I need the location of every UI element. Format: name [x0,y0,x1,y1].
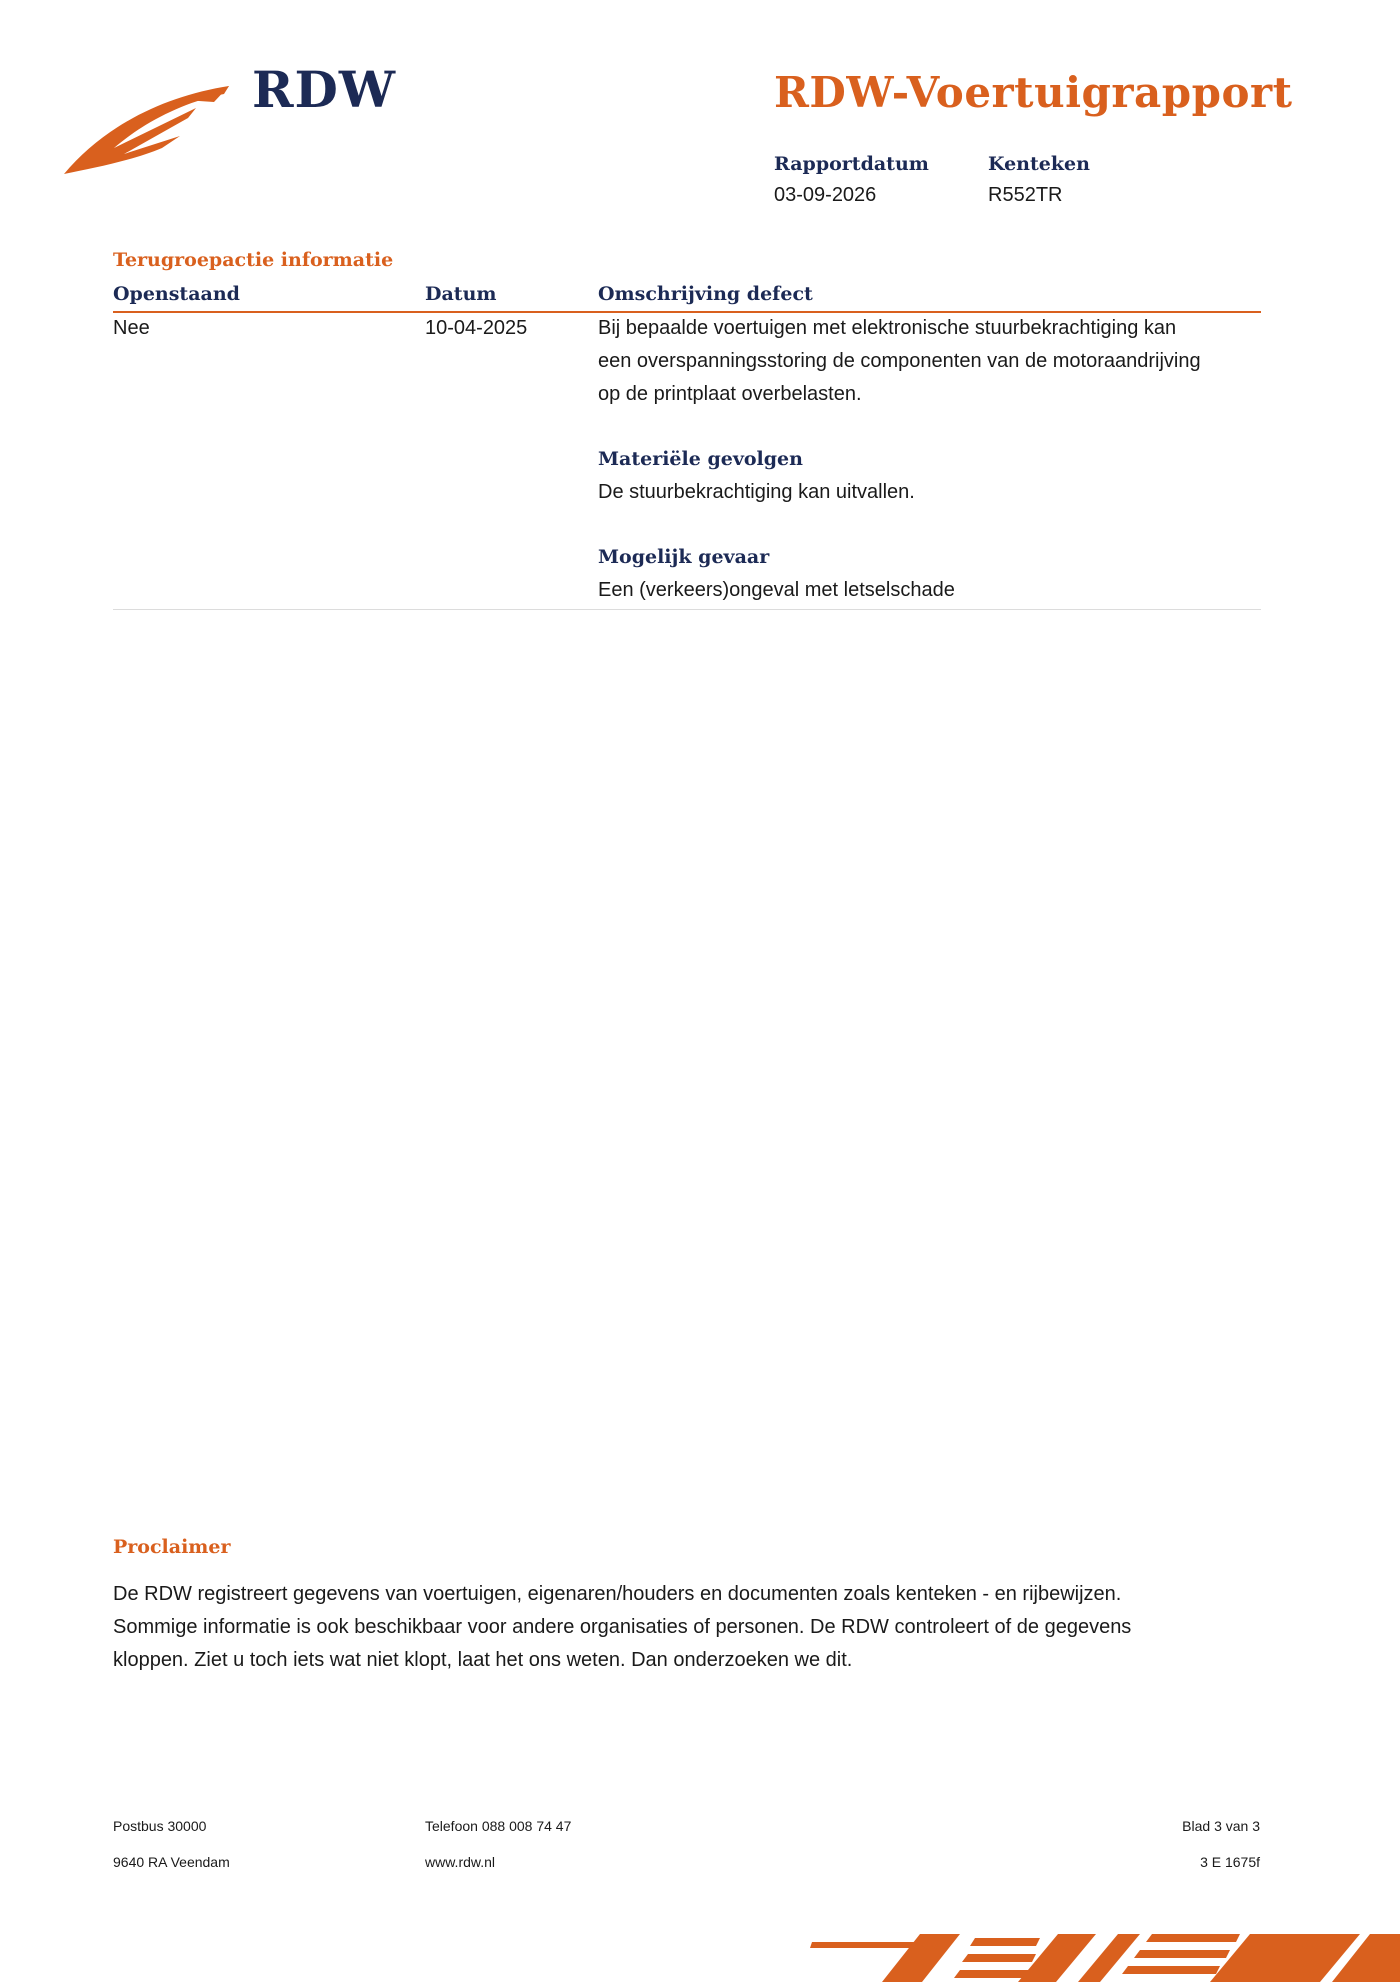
proclaimer-text [113,1578,1253,1677]
gevaar-label: Mogelijk gevaar [598,546,770,568]
omschrijving-line: een overspanningsstoring de componenten van de motoraandrijving [598,350,1201,372]
proclaimer-line: De RDW registreert gegevens van voertuigen, eigenaren/houders en documenten zoals kenteken - en rijbewijzen. [113,1583,1122,1605]
omschrijving-line: Bij bepaalde voertuigen met elektronische stuurbekrachtiging kan [598,317,1177,339]
column-header-openstaand: Openstaand [113,283,240,305]
proclaimer-line: kloppen. Ziet u toch iets wat niet klopt, laat het ons weten. Dan onderzoeken we dit. [113,1649,853,1671]
gevaar-value: Een (verkeers)ongeval met letselschade [598,579,955,601]
cell-openstaand: Nee [113,317,150,339]
proclaimer-line: Sommige informatie is ook beschikbaar voor andere organisaties of personen. De RDW controleert of de gegevens [113,1616,1132,1638]
proclaimer-title: Proclaimer [113,1536,231,1558]
omschrijving-line: op de printplaat overbelasten. [598,383,862,405]
column-header-datum: Datum [425,283,497,305]
report-date-value: 03-09-2026 [774,184,877,206]
gevolgen-value: De stuurbekrachtiging kan uitvallen. [598,481,915,503]
footer-phone: Telefoon 088 008 74 47 [425,1818,572,1834]
gevolgen-label: Materiële gevolgen [598,448,803,470]
report-date-label: Rapportdatum [774,153,929,175]
report-title: RDW-Voertuigrapport [774,68,1293,117]
footer-address-1: Postbus 30000 [113,1818,207,1834]
recall-section-title: Terugroepactie informatie [113,249,394,271]
footer-page: Blad 3 van 3 [1182,1818,1260,1834]
decorative-stripes [800,1920,1400,1982]
footer-code: 3 E 1675f [1200,1854,1260,1870]
footer-website: www.rdw.nl [425,1854,496,1870]
cell-omschrijving [598,312,1258,411]
footer-address-2: 9640 RA Veendam [113,1854,230,1870]
column-header-omschrijving: Omschrijving defect [598,283,813,305]
cell-datum: 10-04-2025 [425,317,528,339]
plate-value: R552TR [988,184,1063,206]
logo-text: RDW [252,60,397,119]
plate-label: Kenteken [988,153,1090,175]
row-rule [113,609,1261,610]
